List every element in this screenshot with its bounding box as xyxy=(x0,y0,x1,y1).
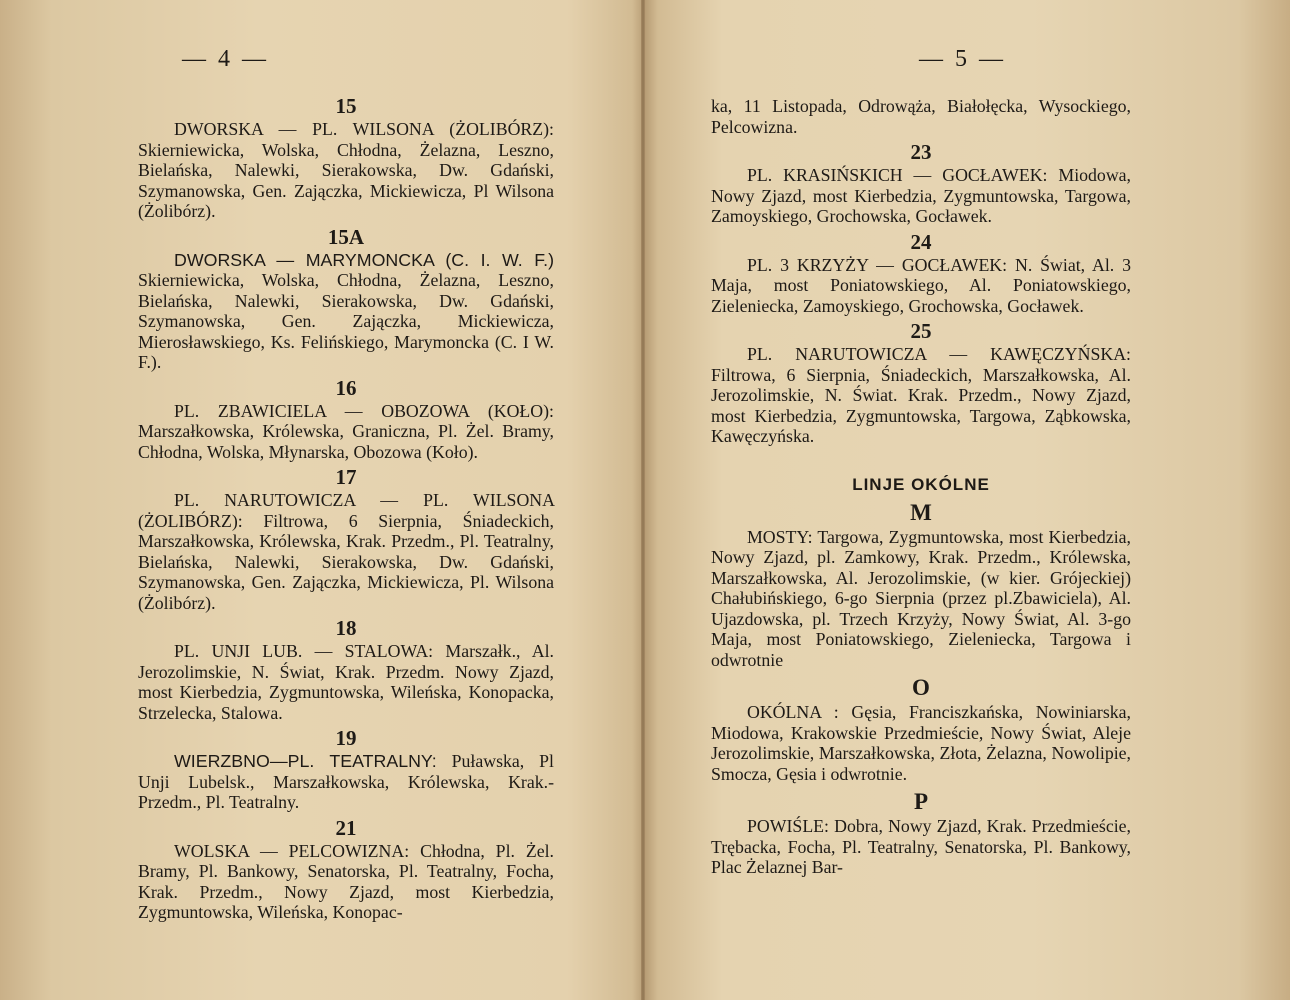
line-entry xyxy=(711,702,1131,784)
route-entry xyxy=(138,641,554,723)
left-page xyxy=(0,0,641,1000)
route-streets: Puławska, Pl Unji Lubelsk., Marszałkowska, Królewska, Krak.-Przedm., Pl. Teatralny. xyxy=(138,751,554,812)
line-head: MOSTY: xyxy=(747,526,813,547)
route-number: 24 xyxy=(910,229,932,254)
route-streets: Skierniewicka, Wolska, Chłodna, Żelazna, Leszno, Bielańska, Nalewki, Sierakowska, Dw. Gdański, Szymanowska, Gen. Zajączka, Mickiewicza, Mierosławskiego, Ks. Felińskiego, Marymoncka (C. I W. F.). xyxy=(138,270,554,372)
route-head: PL. NARUTOWICZA — KAWĘCZYŃSKA: xyxy=(747,344,1131,364)
right-page xyxy=(645,0,1290,1000)
route-entry xyxy=(138,119,554,222)
route-streets: Skierniewicka, Wolska, Chłodna, Żelazna, Leszno, Bielańska, Nalewki, Sierakowska, Dw. Gdański, Szymanowska, Gen. Zajączka, Mickiewicza, Pl Wilsona (Żolibórz). xyxy=(138,139,554,221)
route-streets: N. Świat, Al. 3 Maja, most Poniatowskiego, Al. Poniatowskiego, Zieleniecka, Zamoyskiego, Grochowska, Gocławek. xyxy=(711,254,1131,316)
route-entry xyxy=(711,344,1131,447)
line-entry xyxy=(711,527,1131,671)
route-streets: Marszałk., Al. Jerozolimskie, N. Świat, Krak. Przedm. Nowy Zjazd, most Kierbedzia, Zygmuntowska, Wileńska, Konopacka, Strzelecka, Stalowa. xyxy=(138,641,554,723)
route-streets: Filtrowa, 6 Sierpnia, Śniadeckich, Marszałkowska, Al. Jerozolimskie, N. Świat. Krak. Przedm., Nowy Zjazd, most Kierbedzia, Zygmuntowska, Targowa, Ząbkowska, Kawęczyńska. xyxy=(711,364,1131,446)
line-letter: P xyxy=(913,789,929,814)
line-letter: M xyxy=(910,499,932,525)
page-number: — 5 — xyxy=(919,46,1006,72)
route-entry xyxy=(138,250,554,373)
line-letter: O xyxy=(912,675,930,700)
route-entry xyxy=(138,401,554,463)
route-head: DWORSKA — MARYMONCKA (C. I. W. F.) xyxy=(174,249,554,270)
route-number: 16 xyxy=(335,375,357,400)
route-entry xyxy=(711,165,1131,227)
route-number: 19 xyxy=(335,726,357,750)
route-number: 21 xyxy=(335,815,357,840)
route-streets: (ŻOLIBÓRZ): Filtrowa, 6 Sierpnia, Śniadeckich, Marszałkowska, Królewska, Krak. Przedm., Pl. Teatralny, Bielańska, Nalewki, Sierakowska, Dw. Gdański, Szymanowska, Gen. Zajączka, Mickiewicza, Pl. Wilsona (Żolibórz). xyxy=(138,510,554,613)
route-head: PL. ZBAWICIELA — OBOZOWA (KOŁO): xyxy=(174,400,554,421)
route-number: 15 xyxy=(335,94,357,118)
left-column xyxy=(138,91,554,923)
line-entry xyxy=(711,816,1131,878)
page-number: — 4 — xyxy=(182,46,269,72)
route-streets: Chłodna, Pl. Żel. Bramy, Pl. Bankowy, Senatorska, Pl. Teatralny, Focha, Krak. Przedm., Nowy Zjazd, most Kierbedzia, Zygmuntowska, Wileńska, Konopac- xyxy=(138,840,554,922)
route-head: DWORSKA — PL. WILSONA (ŻOLIBÓRZ): xyxy=(174,119,554,139)
route-number: 23 xyxy=(910,140,932,164)
route-head: PL. 3 KRZYŻY — GOCŁAWEK: xyxy=(747,254,1008,275)
line-streets: Gęsia, Franciszkańska, Nowiniarska, Miodowa, Krakowskie Przedmieście, Nowy Świat, Aleje Jerozolimskie, Marszałkowska, Złota, Żelazna, Nowolipie, Smocza, Gęsia i odwrotnie. xyxy=(711,702,1131,784)
right-column xyxy=(711,96,1131,878)
route-head: PL. NARUTOWICZA — PL. WILSONA xyxy=(174,490,554,510)
route-entry xyxy=(138,490,554,613)
route-number: 25 xyxy=(910,319,932,343)
line-streets: Targowa, Zygmuntowska, most Kierbedzia, Nowy Zjazd, pl. Zamkowy, Krak. Przedm., Królewska, Marszałkowska, Al. Jerozolimskie, (w kier. Grójeckiej) Chałubińskiego, 6-go Sierpnia (przez pl.Zbawiciela), Al. Ujazdowska, pl. Trzech Krzyży, Nowy Świat, Al. 3-go Maja, most Poniatowskiego, Zieleniecka, Targowa i odwrotnie xyxy=(711,526,1131,670)
line-streets: Dobra, Nowy Zjazd, Krak. Przedmieście, Trębacka, Focha, Pl. Teatralny, Senatorska, Pl. Bankowy, Plac Żelaznej Bar- xyxy=(711,816,1131,877)
section-title: LINJE OKÓLNE xyxy=(852,474,990,494)
line-head: POWIŚLE: xyxy=(747,816,829,836)
route-entry xyxy=(138,841,554,923)
line-head: OKÓLNA : xyxy=(747,702,839,722)
route-head: WOLSKA — PELCOWIZNA: xyxy=(174,840,410,861)
route-number: 18 xyxy=(335,616,357,640)
route-number: 15A xyxy=(327,224,365,249)
route-entry xyxy=(711,255,1131,317)
continuation-text: ka, 11 Listopada, Odrowąża, Białołęcka, Wysockiego, Pelcowizna. xyxy=(711,96,1131,137)
route-head: PL. UNJI LUB. — STALOWA: xyxy=(174,641,434,661)
route-streets: Marszałkowska, Królewska, Graniczna, Pl. Żel. Bramy, Chłodna, Wolska, Młynarska, Obozowa (Koło). xyxy=(138,421,554,462)
route-head: WIERZBNO—PL. TEATRALNY: xyxy=(174,751,437,771)
route-head: PL. KRASIŃSKICH — GOCŁAWEK: xyxy=(747,165,1048,185)
route-streets: Miodowa, Nowy Zjazd, most Kierbedzia, Zygmuntowska, Targowa, Zamoyskiego, Grochowska, Gocławek. xyxy=(711,165,1131,226)
route-number: 17 xyxy=(335,465,357,489)
route-entry xyxy=(138,751,554,813)
